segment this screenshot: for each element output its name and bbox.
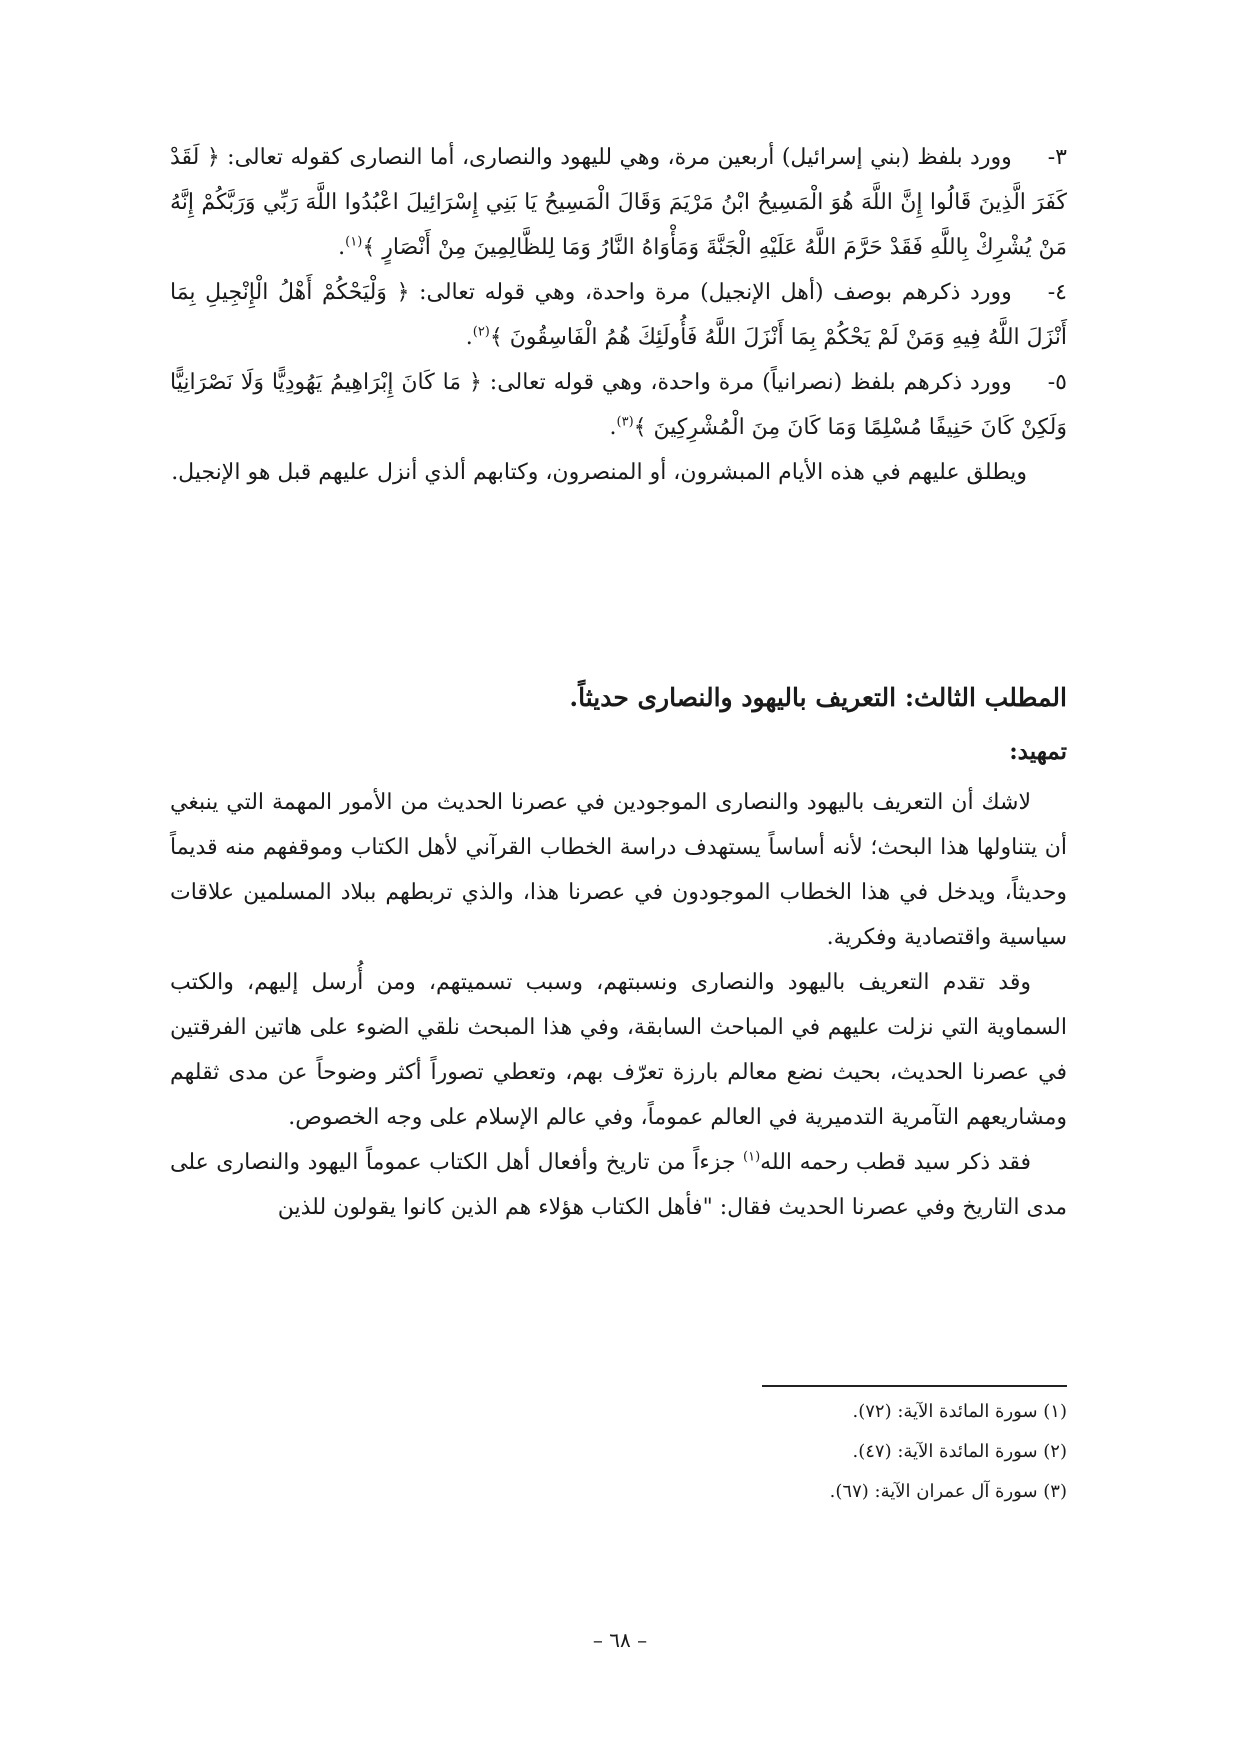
subheading: تمهيد: — [1009, 738, 1067, 765]
paragraph-last — [170, 1140, 1067, 1230]
sentence-end: . — [338, 235, 346, 260]
quran-verse: ﴿ وَلْيَحْكُمْ أَهْلُ الْإِنْجِيلِ بِمَا أَنْزَلَ اللَّهُ فِيهِ وَمَنْ لَمْ يَحْكُمْ بِمَا أَنْزَلَ اللَّهُ فَأُولَئِكَ هُمُ الْفَاسِقُونَ ﴾ — [170, 280, 1067, 350]
paragraph: لاشك أن التعريف باليهود والنصارى الموجودين في عصرنا الحديث من الأمور المهمة التي ينبغي أن يتناولها هذا البحث؛ لأنه أساساً يستهدف دراسة الخطاب القرآني لأهل الكتاب وموقفهم منه قديماً وحديثاً، ويدخل في هذا الخطاب الموجودون في عصرنا هذا، والذي تربطهم ببلاد المسلمين علاقات سياسية واقتصادية وفكرية. — [170, 790, 1067, 950]
page-number: – ٦٨ – — [592, 1628, 648, 1652]
footnote-ref: (٢) — [472, 324, 490, 340]
footnote-separator — [762, 1385, 1067, 1387]
numbered-list — [170, 135, 1067, 495]
intro-paragraph: ويطلق عليهم في هذه الأيام المبشرون، أو المنصرون، وكتابهم ألذي أنزل عليهم قبل هو الإنجيل. — [171, 460, 1027, 485]
footnote-ref: (٣) — [616, 414, 634, 430]
list-number: ٥- — [1047, 370, 1067, 395]
footnote-2: (٢) سورة المائدة الآية: (٤٧). — [852, 1441, 1067, 1462]
list-text: وورد ذكرهم بلفظ (نصرانياً) مرة واحدة، وهي قوله تعالى: — [481, 370, 1012, 395]
section-heading: المطلب الثالث: التعريف باليهود والنصارى حديثاً. — [569, 683, 1067, 712]
paragraph-text: فقد ذكر سيد قطب رحمه الله — [760, 1150, 1031, 1175]
footnote-1: (١) سورة المائدة الآية: (٧٢). — [852, 1401, 1067, 1422]
quran-verse: ﴿ لَقَدْ كَفَرَ الَّذِينَ قَالُوا إِنَّ اللَّهَ هُوَ الْمَسِيحُ ابْنُ مَرْيَمَ وَقَالَ الْمَسِيحُ يَا بَنِي إِسْرَائِيلَ اعْبُدُوا اللَّهَ رَبِّي وَرَبَّكُمْ إِنَّهُ مَنْ يُشْرِكْ بِاللَّهِ فَقَدْ حَرَّمَ اللَّهُ عَلَيْهِ الْجَنَّةَ وَمَأْوَاهُ النَّارُ وَمَا لِلظَّالِمِينَ مِنْ أَنْصَارٍ ﴾ — [170, 145, 1067, 260]
paragraph: وقد تقدم التعريف باليهود والنصارى ونسبتهم، وسبب تسميتهم، ومن أُرسل إليهم، والكتب السماوية التي نزلت عليهم في المباحث السابقة، وفي هذا المبحث نلقي الضوء على هاتين الفرقتين في عصرنا الحديث، بحيث نضع معالم بارزة تعرّف بهم، وتعطي تصوراً أكثر وضوحاً عن مدى ثقلهم ومشاريعهم التآمرية التدميرية في العالم عموماً، وفي عالم الإسلام على وجه الخصوص. — [170, 970, 1067, 1130]
list-number: ٤- — [1047, 280, 1067, 305]
list-item-4 — [170, 270, 1067, 360]
footnote-ref: (١) — [743, 1149, 761, 1165]
footnote-ref: (١) — [345, 234, 363, 250]
body-text — [170, 780, 1067, 1230]
paragraph-text: جزءاً من تاريخ وأفعال أهل الكتاب عموماً اليهود والنصارى على مدى التاريخ وفي عصرنا الحديث فقال: "فأهل الكتاب هؤلاء هم الذين كانوا يقولون للذين — [170, 1150, 1067, 1220]
footnotes — [170, 1392, 1067, 1512]
quran-verse: ﴿ مَا كَانَ إِبْرَاهِيمُ يَهُودِيًّا وَلَا نَصْرَانِيًّا وَلَكِنْ كَانَ حَنِيفًا مُسْلِمًا وَمَا كَانَ مِنَ الْمُشْرِكِينَ ﴾ — [170, 370, 1067, 440]
footnote-3: (٣) سورة آل عمران الآية: (٦٧). — [829, 1481, 1067, 1502]
list-text: وورد بلفظ (بني إسرائيل) أربعين مرة، وهي لليهود والنصارى، أما النصارى كقوله تعالى: — [219, 145, 1012, 170]
list-item-5 — [170, 360, 1067, 450]
list-text: وورد ذكرهم بوصف (أهل الإنجيل) مرة واحدة، وهي قوله تعالى: — [409, 280, 1012, 305]
list-number: ٣- — [1047, 145, 1067, 170]
list-item-3 — [170, 135, 1067, 270]
sentence-end: . — [609, 415, 617, 440]
sentence-end: . — [465, 325, 473, 350]
